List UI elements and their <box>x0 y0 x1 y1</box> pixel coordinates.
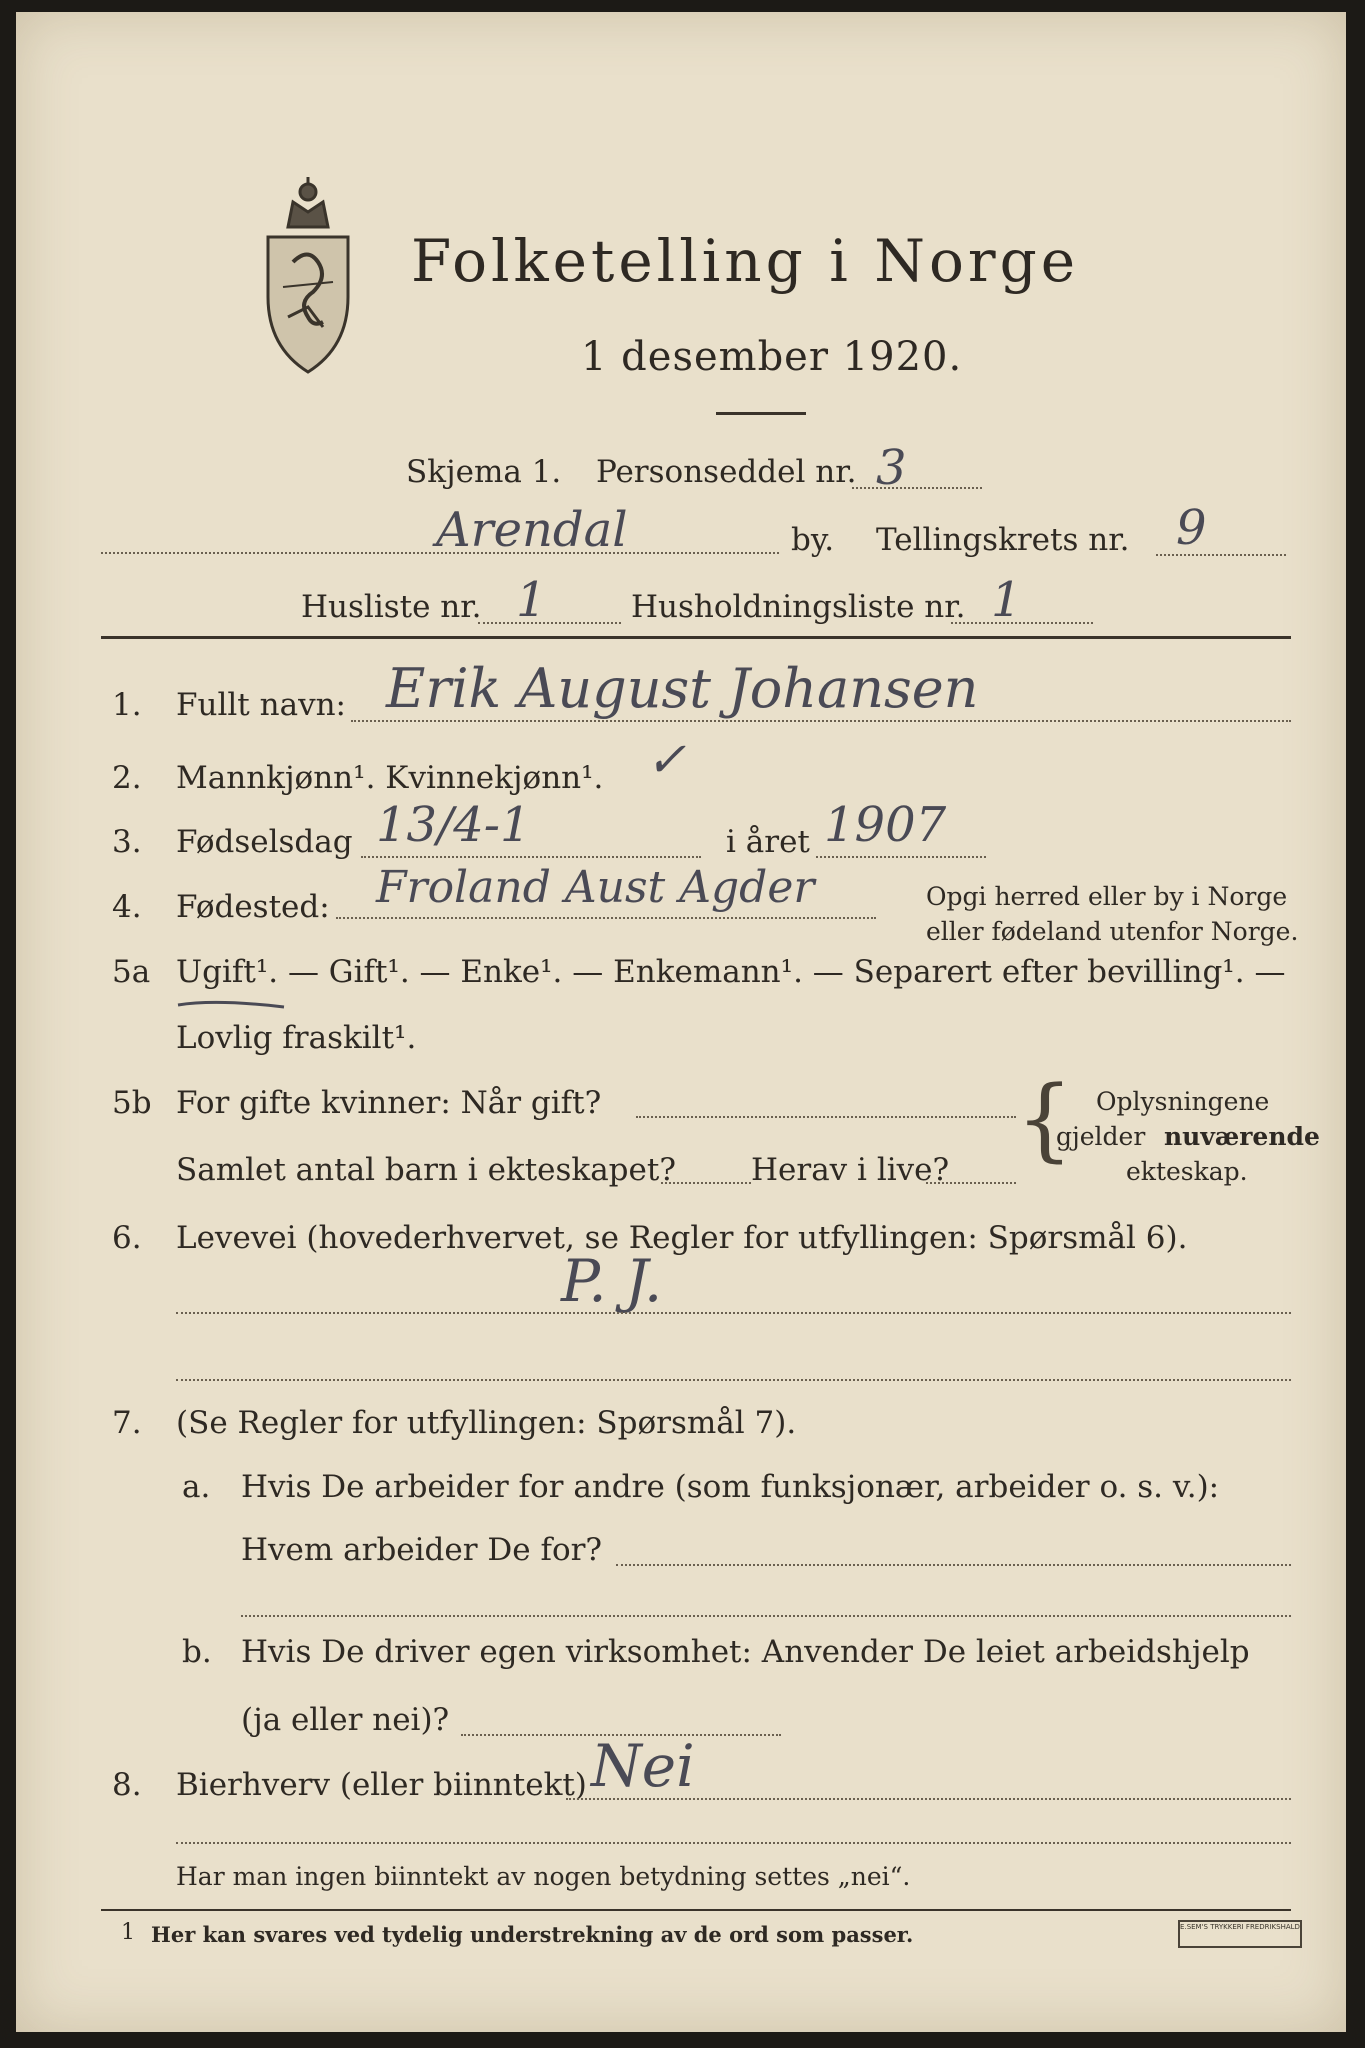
q6-number: 6. <box>112 1220 142 1256</box>
form-title: Folketelling i Norge <box>411 227 1080 295</box>
q5a-number: 5a <box>112 954 151 990</box>
q3-year-line <box>816 856 986 858</box>
q7-number: 7. <box>112 1405 142 1441</box>
q4-note-line2: eller fødeland utenfor Norge. <box>926 917 1299 946</box>
section-divider <box>101 636 1291 639</box>
q5a-line1: Ugift¹. — Gift¹. — Enke¹. — Enkemann¹. — Separert efter bevilling¹. — <box>176 954 1286 990</box>
q5b-note2b: nuværende <box>1164 1122 1320 1151</box>
by-label: by. <box>791 522 835 558</box>
husliste-value[interactable]: 1 <box>516 572 547 628</box>
q8-number: 8. <box>112 1767 142 1803</box>
q5a-line2: Lovlig fraskilt¹. <box>176 1020 417 1056</box>
title-divider <box>716 412 806 415</box>
husholdningsliste-label: Husholdningsliste nr. <box>631 589 966 625</box>
q2-number: 2. <box>112 760 142 796</box>
q5b-line2a: Samlet antal barn i ekteskapet? <box>176 1152 676 1188</box>
census-form <box>16 12 1346 2032</box>
q3-number: 3. <box>112 824 142 860</box>
husholdningsliste-value[interactable]: 1 <box>991 572 1022 628</box>
q5b-number: 5b <box>112 1085 152 1121</box>
q2-mark[interactable]: ✓ <box>646 732 687 788</box>
q5b-brace: { <box>1016 1067 1074 1172</box>
husholdningsliste-line <box>951 622 1093 624</box>
husliste-label: Husliste nr. <box>301 589 482 625</box>
q7b-line2: (ja eller nei)? <box>241 1702 450 1738</box>
tellingskrets-value[interactable]: 9 <box>1176 500 1207 556</box>
coat-of-arms-icon <box>248 167 368 377</box>
husliste-line <box>478 622 621 624</box>
q1-value[interactable]: Erik August Johansen <box>386 657 979 720</box>
q3-label: Fødselsdag <box>176 824 353 860</box>
footnote-mark: 1 <box>121 1920 135 1945</box>
q3-line <box>361 856 701 858</box>
q5b-children-line <box>661 1182 751 1184</box>
tellingskrets-label: Tellingskrets nr. <box>876 522 1130 558</box>
ugift-underline <box>176 997 286 1011</box>
q3-year-value[interactable]: 1907 <box>824 797 947 853</box>
printer-stamp: E.SEM'S TRYKKERI FREDRIKSHALD <box>1178 1920 1302 1948</box>
q4-value[interactable]: Froland Aust Agder <box>376 862 815 913</box>
q7b-letter: b. <box>182 1634 212 1670</box>
q7b-line1: Hvis De driver egen virksomhet: Anvender De leiet arbeidshjelp <box>241 1634 1250 1670</box>
q5b-note2a: gjelder <box>1056 1122 1146 1151</box>
q5b-line2b: Herav i live? <box>751 1152 950 1188</box>
q7-label: (Se Regler for utfyllingen: Spørsmål 7). <box>176 1405 797 1441</box>
q6-label: Levevei (hovederhvervet, se Regler for utfyllingen: Spørsmål 6). <box>176 1220 1188 1256</box>
q4-note-line1: Opgi herred eller by i Norge <box>926 882 1288 911</box>
skjema-label: Skjema 1. <box>406 454 562 490</box>
q6-line2 <box>176 1379 1291 1381</box>
q5b-note1: Oplysningene <box>1096 1087 1270 1116</box>
q3-value[interactable]: 13/4-1 <box>376 797 531 853</box>
q6-line1 <box>176 1312 1291 1314</box>
by-value[interactable]: Arendal <box>436 502 628 558</box>
form-date: 1 desember 1920. <box>581 334 963 380</box>
q5b-married-line <box>636 1116 1016 1118</box>
q6-value[interactable]: P. J. <box>561 1247 663 1315</box>
q5b-note3: ekteskap. <box>1126 1157 1248 1186</box>
q7a-line2: Hvem arbeider De for? <box>241 1532 603 1568</box>
q5b-alive-line <box>926 1182 1016 1184</box>
q5b-line1: For gifte kvinner: Når gift? <box>176 1085 602 1121</box>
personseddel-line <box>852 487 982 489</box>
q7a-line <box>616 1564 1291 1566</box>
footnote-text: Her kan svares ved tydelig understrekning av de ord som passer. <box>151 1922 914 1947</box>
q4-line <box>336 917 876 919</box>
personseddel-label: Personseddel nr. <box>596 454 857 490</box>
q8-line2 <box>176 1842 1291 1844</box>
q7a-line1: Hvis De arbeider for andre (som funksjonær, arbeider o. s. v.): <box>241 1469 1220 1505</box>
q7a-line-extra <box>241 1615 1291 1617</box>
q1-line <box>351 720 1291 722</box>
q4-label: Fødested: <box>176 889 330 925</box>
q7a-letter: a. <box>182 1469 211 1505</box>
q3-year-label: i året <box>726 824 810 860</box>
footer-divider <box>101 1909 1291 1911</box>
q8-label: Bierhverv (eller biinntekt) <box>176 1767 587 1803</box>
q1-label: Fullt navn: <box>176 687 346 723</box>
footer-note: Har man ingen biinntekt av nogen betydning settes „nei“. <box>176 1862 911 1891</box>
q2-label: Mannkjønn¹. Kvinnekjønn¹. <box>176 760 604 796</box>
q4-number: 4. <box>112 889 142 925</box>
q1-number: 1. <box>112 687 142 723</box>
personseddel-value[interactable]: 3 <box>876 440 907 496</box>
q8-value[interactable]: Nei <box>591 1732 695 1800</box>
